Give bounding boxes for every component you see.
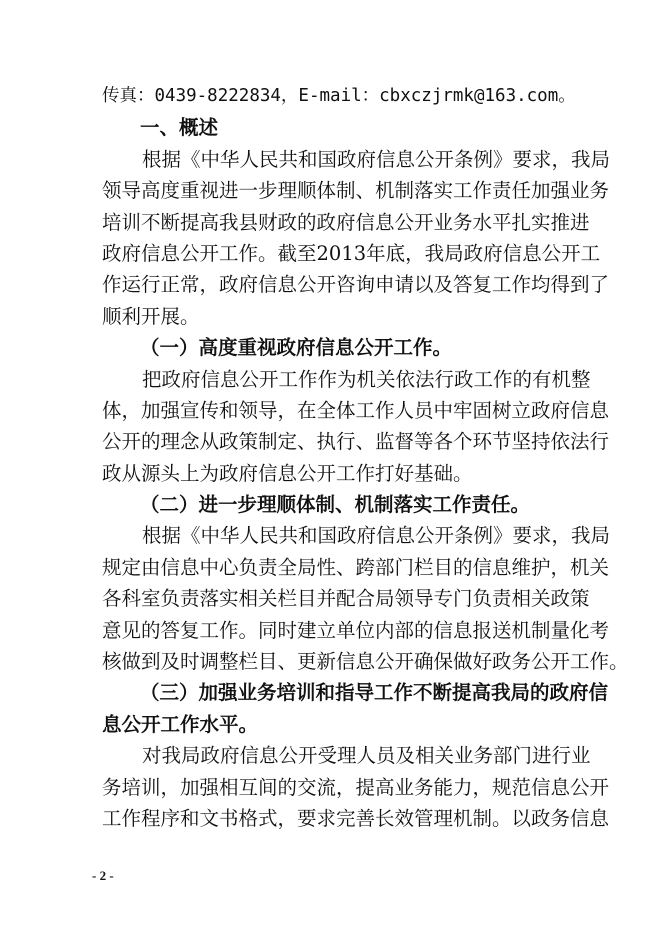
paragraph-line: 作运行正常，政府信息公开咨询申请以及答复工作均得到了	[102, 273, 610, 297]
paragraph-line: 核做到及时调整栏目、更新信息公开确保做好政务公开工作。	[102, 650, 629, 674]
subheading-3-cont: 息公开工作水平。	[102, 712, 259, 736]
paragraph-line: 根据《中华人民共和国政府信息公开条例》要求，我局	[142, 147, 611, 171]
subheading-2: （二）进一步理顺体制、机制落实工作责任。	[140, 493, 531, 517]
paragraph-line: 根据《中华人民共和国政府信息公开条例》要求，我局	[142, 524, 611, 548]
paragraph-line: 把政府信息公开工作作为机关依法行政工作的有机整	[142, 367, 591, 391]
paragraph-line: 培训不断提高我县财政的政府信息公开业务水平扎实推进	[102, 210, 590, 234]
paragraph-line: 顺利开展。	[102, 304, 200, 328]
subheading-3: （三）加强业务培训和指导工作不断提高我局的政府信	[140, 681, 609, 705]
paragraph-line: 公开的理念从政策制定、执行、监督等各个环节坚持依法行	[102, 430, 610, 454]
paragraph-line: 各科室负责落实相关栏目并配合局领导专门负责相关政策	[102, 587, 590, 611]
document-body	[102, 81, 629, 834]
subheading-1: （一）高度重视政府信息公开工作。	[140, 336, 453, 360]
paragraph-line: 体，加强宣传和领导，在全体工作人员中牢固树立政府信息	[102, 398, 610, 422]
paragraph-line: 意见的答复工作。同时建立单位内部的信息报送机制量化考	[102, 618, 610, 642]
paragraph-line: 规定由信息中心负责全局性、跨部门栏目的信息维护，机关	[102, 555, 610, 579]
section-heading-overview: 一、概述	[140, 116, 219, 140]
paragraph-line: 领导高度重视进一步理顺体制、机制落实工作责任加强业务	[102, 179, 610, 203]
page-number: - 2 -	[92, 868, 114, 883]
paragraph-line: 政从源头上为政府信息公开工作打好基础。	[102, 461, 473, 485]
contact-line: 传真：0439-8222834，E-mail：cbxczjrmk@163.com。	[102, 86, 576, 106]
paragraph-line: 政府信息公开工作。截至2013年底，我局政府信息公开工	[102, 241, 601, 265]
paragraph-line: 工作程序和文书格式，要求完善长效管理机制。以政务信息	[102, 806, 610, 830]
paragraph-line: 对我局政府信息公开受理人员及相关业务部门进行业	[142, 744, 591, 768]
paragraph-line: 务培训，加强相互间的交流，提高业务能力，规范信息公开	[102, 775, 610, 799]
